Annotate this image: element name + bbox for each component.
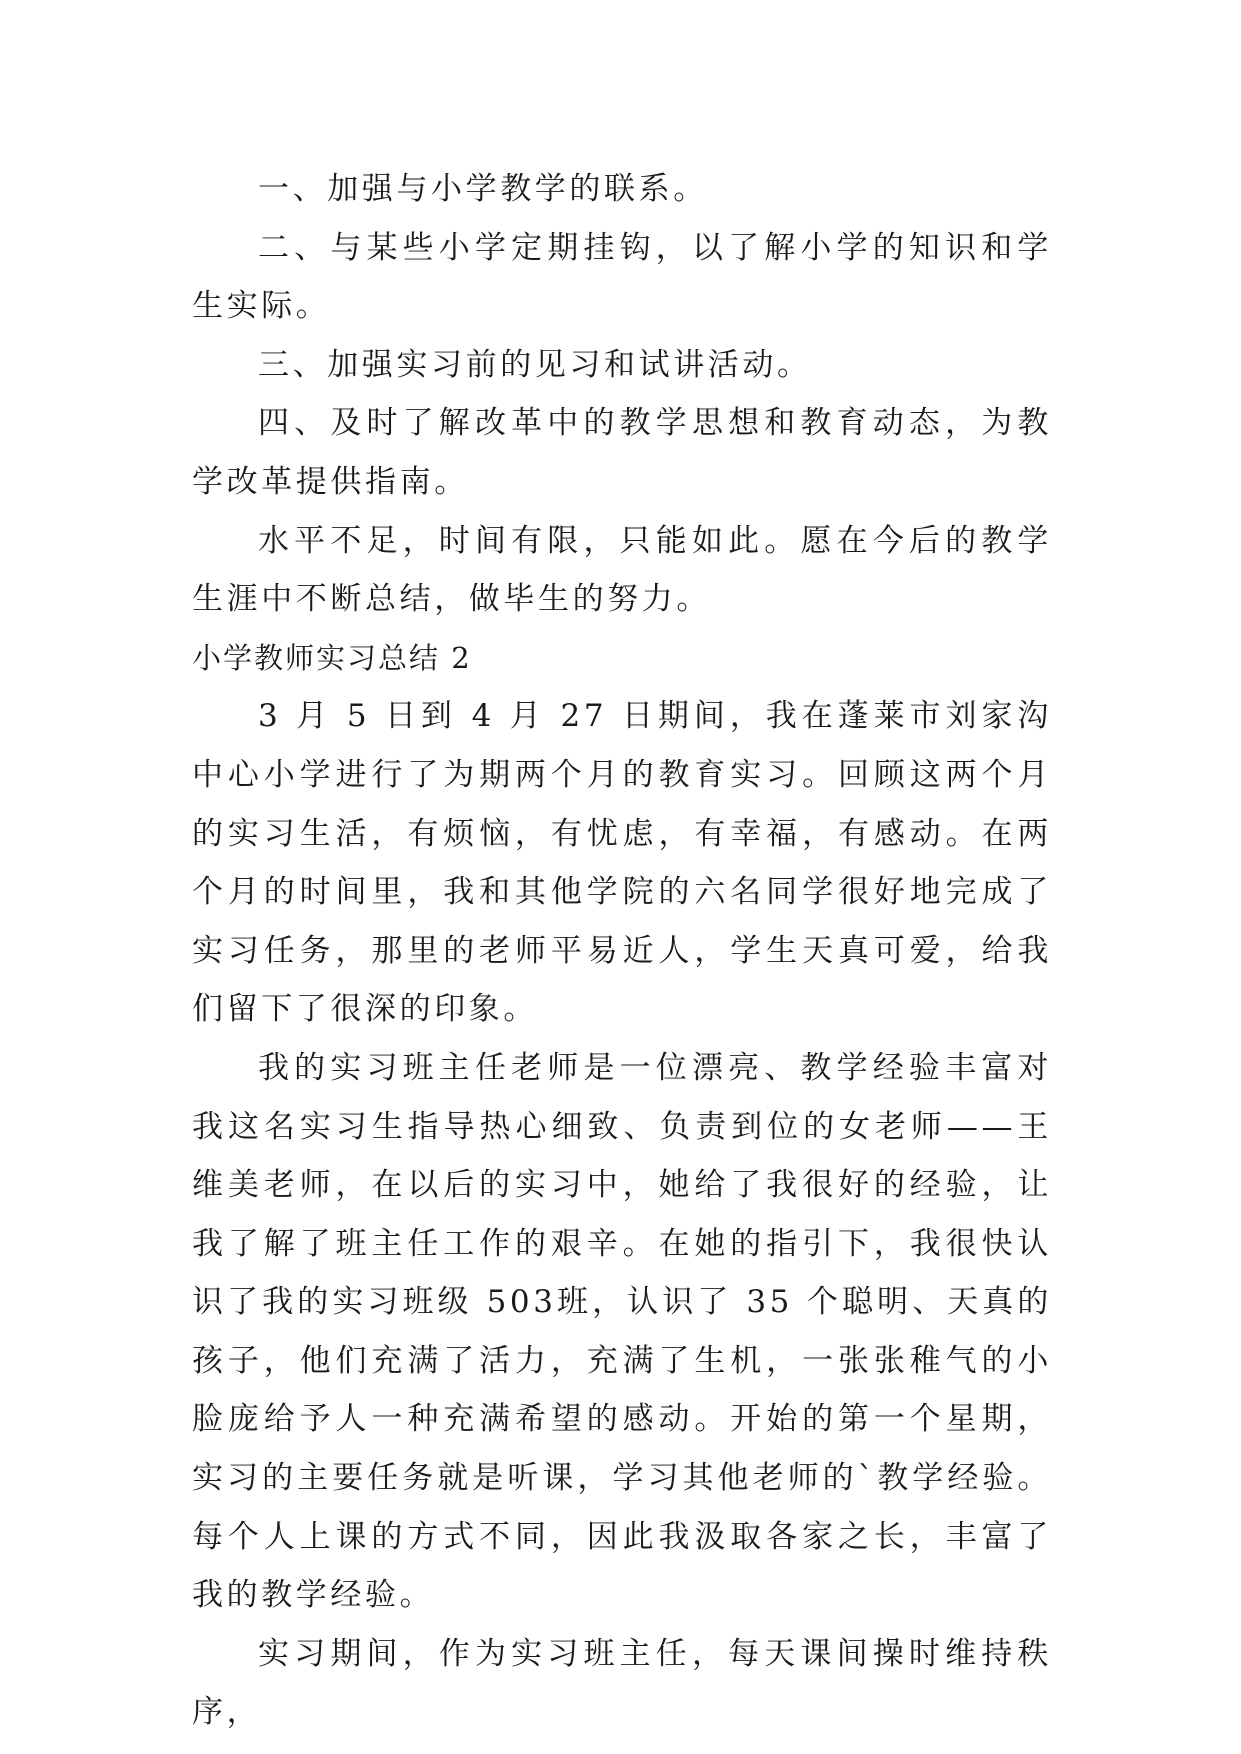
- document-page: [192, 160, 1052, 1742]
- paragraph-6: 3 月 5 日到 4 月 27 日期间，我在蓬莱市刘家沟中心小学进行了为期两个月的教育实习。回顾这两个月的实习生活，有烦恼，有忧虑，有幸福，有感动。在两个月的时间里，我和其他学院的六名同学很好地完成了实习任务，那里的老师平易近人，学生天真可爱，给我们留下了很深的印象。: [192, 698, 1052, 1028]
- paragraph-8: 实习期间，作为实习班主任，每天课间操时维持秩序，: [192, 1635, 1052, 1731]
- paragraph-1: 一、加强与小学教学的联系。: [258, 171, 708, 207]
- paragraph-3: 三、加强实习前的见习和试讲活动。: [258, 346, 812, 383]
- paragraph-2: 二、与某些小学定期挂钩，以了解小学的知识和学生实际。: [192, 229, 1052, 325]
- section-heading: 小学教师实习总结 2: [192, 640, 472, 675]
- paragraph-7: 我的实习班主任老师是一位漂亮、教学经验丰富对我这名实习生指导热心细致、负责到位的女老师——王维美老师，在以后的实习中，她给了我很好的经验，让我了解了班主任工作的艰辛。在她的指引下，我很快认识了我的实习班级 503班，认识了 35 个聪明、天真的孩子，他们充满了活力，充满了生机，一张张稚气的小脸庞给予人一种充满希望的感动。开始的第一个星期，实习的主要任务就是听课，学习其他老师的`教学经验。每个人上课的方式不同，因此我汲取各家之长，丰富了我的教学经验。: [192, 1049, 1052, 1614]
- paragraph-5: 水平不足，时间有限，只能如此。愿在今后的教学生涯中不断总结，做毕生的努力。: [192, 522, 1052, 618]
- paragraph-4: 四、及时了解改革中的教学思想和教育动态，为教学改革提供指南。: [192, 405, 1052, 500]
